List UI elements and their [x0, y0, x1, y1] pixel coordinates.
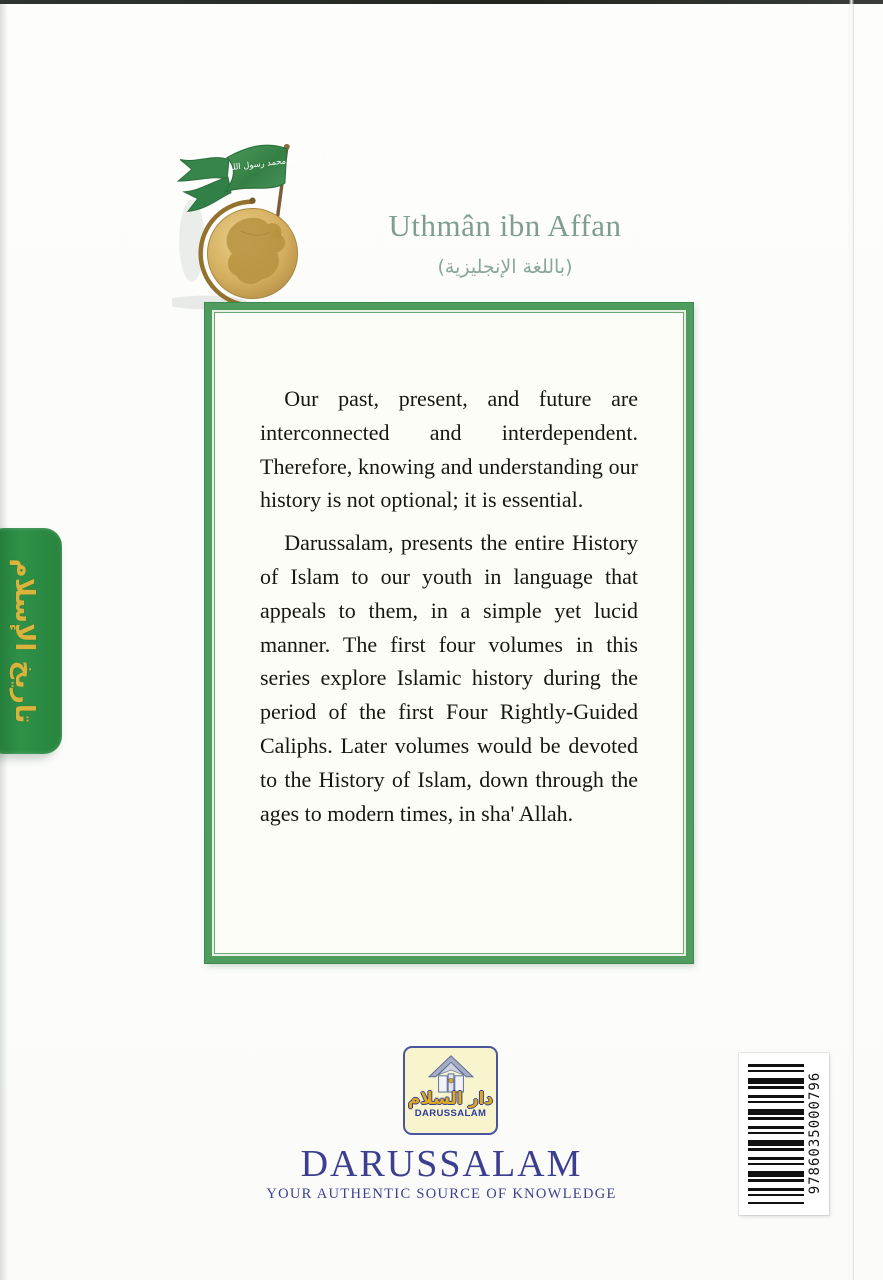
cover-crease-line	[849, 0, 854, 1280]
book-subtitle-arabic: (باللغة الإنجليزية)	[437, 256, 573, 278]
spine-tab-label-arabic: تاريخ الإسلام	[9, 558, 39, 724]
blurb-paragraph-2: Darussalam, presents the entire History of Islam to our youth in language that appeals to them, in a simple yet lucid manner. The first four volumes in this series explore Islamic history during the period of the first Four Rightly-Guided Caliphs. Later volumes would be devoted to the History of Islam, down through the ages to modern times, in sha' Allah.	[260, 530, 638, 826]
flag-globe-icon	[172, 138, 334, 324]
publisher-tagline: YOUR AUTHENTIC SOURCE OF KNOWLEDGE	[266, 1186, 617, 1202]
blurb-paragraph-1: Our past, present, and future are interconnected and interdependent. Therefore, knowing and understanding our history is not optional; it is essential.	[260, 386, 638, 513]
publisher-logo	[403, 1046, 498, 1135]
flag-globe-emblem	[172, 138, 334, 324]
publisher-logo-arabic: دار السلام	[407, 1089, 494, 1109]
flag-tail-upper	[178, 158, 229, 181]
barcode-isbn-number: 9786035000796	[807, 1071, 823, 1195]
title-block	[330, 208, 680, 278]
publisher-wordmark: DARUSSALAM	[300, 1143, 583, 1185]
publisher-logo-caption: DARUSSALAM	[414, 1108, 487, 1119]
barcode-bars	[748, 1064, 804, 1204]
spine-series-tab	[0, 528, 62, 754]
open-book-icon	[422, 1051, 480, 1093]
globe-landmass-small	[271, 230, 281, 240]
globe-axis-top	[249, 198, 255, 204]
barcode	[739, 1053, 829, 1215]
book-title: Uthmân ibn Affan	[388, 208, 622, 243]
blurb-box	[205, 303, 693, 963]
book-top-edge	[0, 0, 883, 4]
book-ornament	[448, 1078, 453, 1083]
flag-inscription: لا إله إلا الله محمد رسول الله	[228, 150, 330, 173]
